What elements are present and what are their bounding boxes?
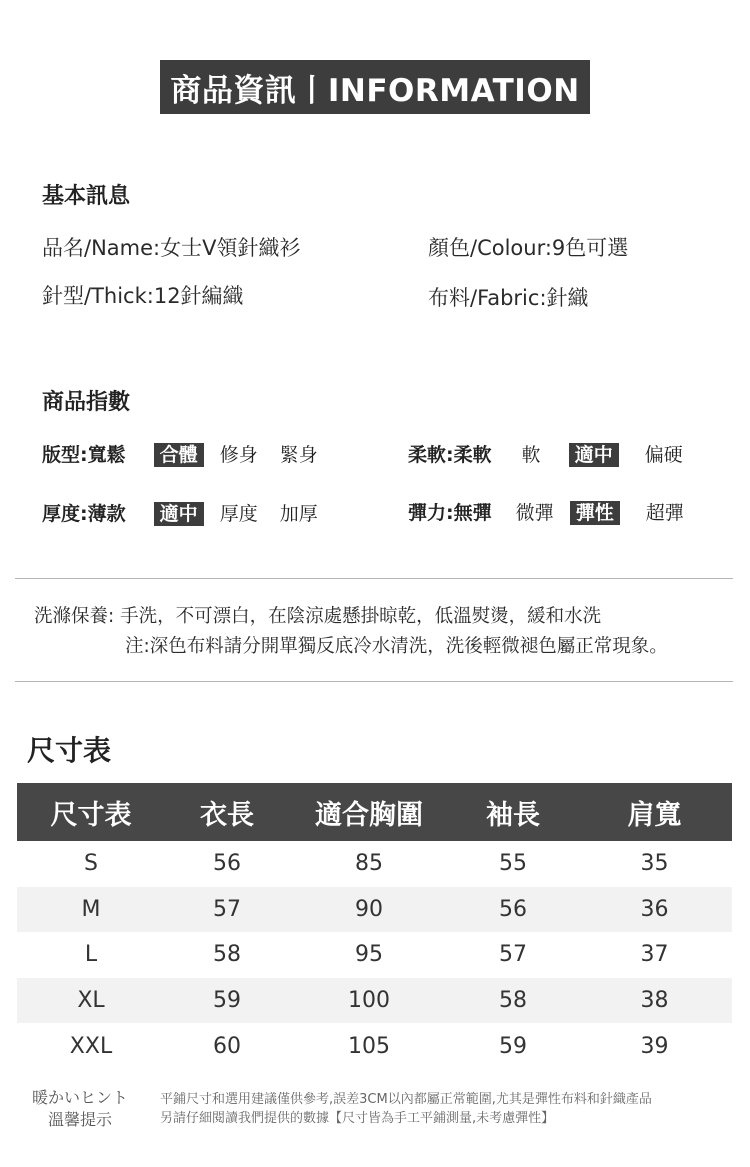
softness-label: 柔軟: <box>408 444 454 466</box>
cell-size: XL <box>17 978 165 1024</box>
elasticity-option: 微彈 <box>515 502 554 524</box>
thickness-option: 薄款 <box>87 503 126 525</box>
cell-length: 57 <box>165 887 289 933</box>
product-index-heading: 商品指數 <box>42 390 131 415</box>
table-row <box>17 887 732 933</box>
basic-info-heading: 基本訊息 <box>42 184 131 209</box>
elasticity-row <box>408 498 684 525</box>
thickness-option: 厚度 <box>219 503 258 525</box>
cell-shoulder: 39 <box>640 1033 669 1059</box>
softness-row <box>408 440 683 467</box>
elasticity-option: 無彈 <box>453 502 492 524</box>
cell-bust: 95 <box>355 942 383 968</box>
fit-option: 修身 <box>219 444 258 466</box>
fit-option: 寬鬆 <box>87 444 126 466</box>
product-colour: 顏色/Colour:9色可選 <box>428 236 629 260</box>
size-table <box>17 783 732 1069</box>
table-row <box>17 932 732 978</box>
page-banner: 商品資訊丨INFORMATION <box>160 60 590 114</box>
table-row <box>17 1023 732 1069</box>
thickness-label: 厚度: <box>42 503 88 525</box>
cell-length: 58 <box>213 942 241 968</box>
header-bust: 適合胸圍 <box>289 783 449 841</box>
care-note: 注:深色布料請分開單獨反底冷水清洗，洗後輕微褪色屬正常現象。 <box>125 636 668 657</box>
softness-option: 軟 <box>521 444 541 466</box>
header-sleeve: 袖長 <box>449 783 577 841</box>
care-instructions: 洗滌保養: 手洗，不可漂白，在陰涼處懸掛晾乾，低溫熨燙，緩和水洗 <box>34 606 602 627</box>
tip-text-line1: 平鋪尺寸和選用建議僅供參考,誤差3CM以內都屬正常範圍,尤其是彈性布料和針織產品 <box>160 1092 652 1107</box>
cell-sleeve: 56 <box>449 887 577 933</box>
softness-option: 柔軟 <box>453 444 492 466</box>
tip-label-jp: 暖かいヒント <box>31 1088 128 1107</box>
cell-size: S <box>84 851 98 877</box>
header-size: 尺寸表 <box>17 783 165 841</box>
cell-length: 56 <box>213 851 241 877</box>
cell-size: L <box>84 942 98 968</box>
cell-shoulder: 36 <box>577 887 732 933</box>
elasticity-label: 彈力: <box>408 502 454 524</box>
tip-label <box>24 1087 136 1131</box>
header-length: 衣長 <box>165 783 289 841</box>
cell-size: XXL <box>69 1033 113 1059</box>
cell-sleeve: 59 <box>499 1033 527 1059</box>
cell-shoulder: 38 <box>577 978 732 1024</box>
fit-option: 緊身 <box>279 444 318 466</box>
cell-bust: 90 <box>289 887 449 933</box>
tip-label-zh: 溫馨提示 <box>47 1110 112 1129</box>
tip-text-line2: 另請仔細閱讀我們提供的數據【尺寸皆為手工平鋪測量,未考慮彈性】 <box>160 1111 555 1126</box>
softness-option: 偏硬 <box>644 444 683 466</box>
cell-bust: 100 <box>289 978 449 1024</box>
size-table-header <box>17 783 732 841</box>
cell-bust: 85 <box>355 851 383 877</box>
product-name: 品名/Name:女士V領針織衫 <box>42 236 301 260</box>
product-thick: 針型/Thick:12針編織 <box>42 284 244 308</box>
softness-option-selected: 適中 <box>569 443 619 467</box>
thickness-row <box>42 499 318 526</box>
table-row <box>17 978 732 1024</box>
cell-length: 59 <box>165 978 289 1024</box>
divider-bottom <box>15 681 733 682</box>
thickness-option-selected: 適中 <box>154 502 204 526</box>
cell-shoulder: 37 <box>640 942 669 968</box>
elasticity-option: 超彈 <box>645 502 684 524</box>
table-row <box>17 841 732 887</box>
cell-sleeve: 57 <box>499 942 527 968</box>
cell-bust: 105 <box>348 1033 390 1059</box>
tip-text <box>160 1090 652 1128</box>
thickness-option: 加厚 <box>279 503 318 525</box>
elasticity-option-selected: 彈性 <box>570 501 620 525</box>
cell-length: 60 <box>213 1033 241 1059</box>
fit-option-selected: 合體 <box>154 443 204 467</box>
cell-sleeve: 58 <box>449 978 577 1024</box>
product-fabric: 布料/Fabric:針織 <box>428 286 589 310</box>
size-table-title: 尺寸表 <box>27 734 112 767</box>
header-shoulder: 肩寬 <box>577 783 732 841</box>
cell-size: M <box>17 887 165 933</box>
cell-shoulder: 35 <box>640 851 669 877</box>
fit-row <box>42 440 318 467</box>
cell-sleeve: 55 <box>499 851 527 877</box>
divider-top <box>15 578 733 579</box>
fit-label: 版型: <box>42 444 88 466</box>
